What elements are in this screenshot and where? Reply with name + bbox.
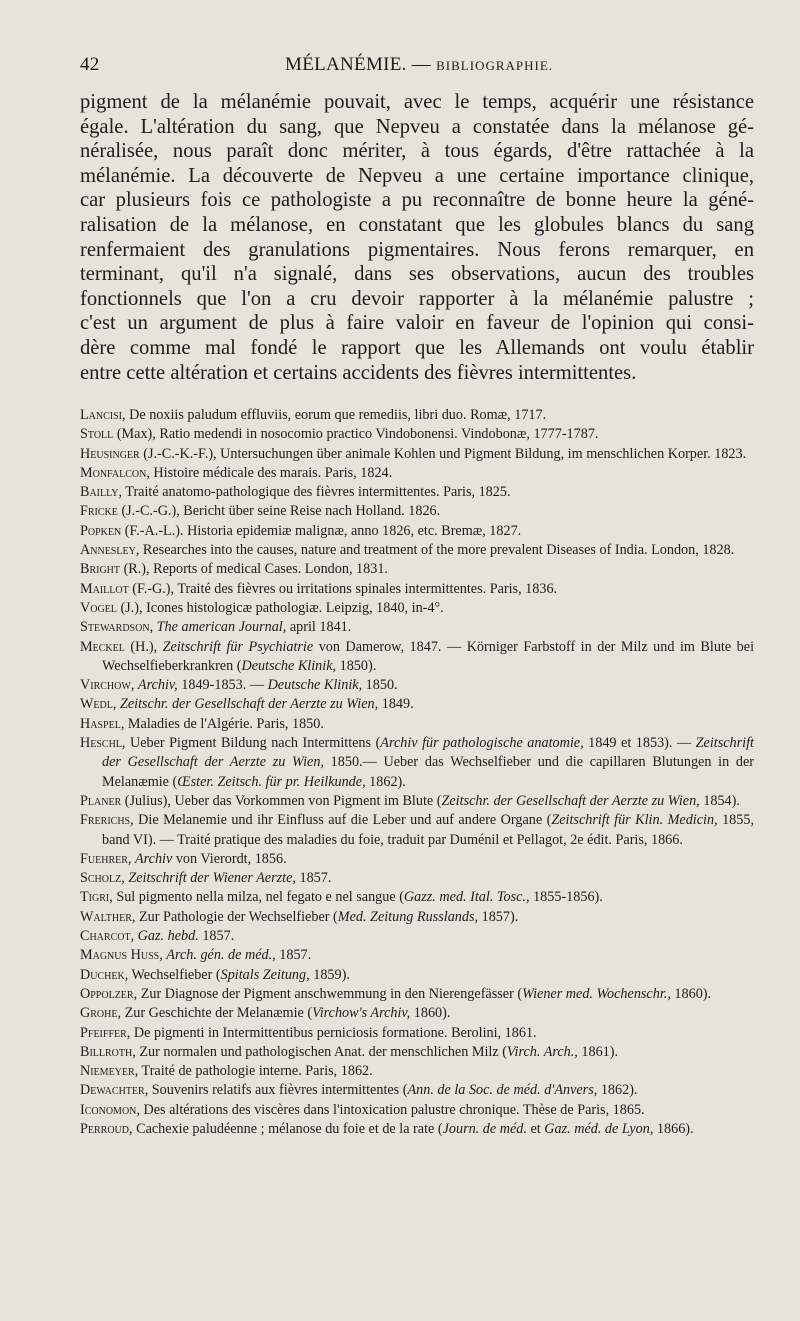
- entry-text: 1866).: [653, 1120, 694, 1137]
- bibliography-entry: [80, 445, 754, 464]
- entry-text: 1861).: [577, 1043, 619, 1060]
- header-title: MÉLANÉMIE.: [285, 54, 407, 75]
- body-line: égale. L'altération du sang, que Nepveu a constatée dans la mélanose gé-: [80, 115, 754, 138]
- entry-text: , Traité anatomo-pathologique des fièvres intermittentes. Paris, 1825.: [118, 484, 511, 501]
- entry-text: 1857).: [478, 908, 519, 925]
- work-title: Virchow's Archiv,: [312, 1005, 411, 1022]
- author-name: Monfalcon: [80, 464, 147, 481]
- body-line: pigment de la mélanémie pouvait, avec le temps, acquérir une résistance: [80, 91, 754, 113]
- bibliography-entry: [80, 676, 754, 695]
- bibliography-entry: [80, 406, 754, 425]
- work-title: Gazz. med. Ital. Tosc.,: [403, 889, 530, 906]
- entry-text: 1855, band VI). — Traité pratique des maladies du foie, traduit par Duménil et Pellagot, 2e édit. Paris, 1866.: [102, 812, 754, 848]
- entry-text: 1860).: [670, 985, 712, 1002]
- entry-text: , Zur Geschichte der Melanæmie (: [117, 1005, 313, 1022]
- author-name: Wedl: [80, 696, 113, 713]
- bibliography-entry: [80, 1024, 754, 1043]
- work-title: Zeitschr. der Gesellschaft der Aerzte zu Wien,: [441, 792, 700, 809]
- entry-text: (Max), Ratio medendi in nosocomio practico Vindobonensi. Vindobonæ, 1777-1787.: [113, 426, 599, 443]
- author-name: Virchow: [80, 677, 131, 694]
- bibliography-entry: [80, 502, 754, 521]
- header-section: BIBLIOGRAPHIE.: [436, 58, 554, 73]
- body-line: car plusieurs fois ce pathologiste a pu reconnaître de bonne heure la géné-: [80, 189, 754, 212]
- bibliography-entry: [80, 946, 754, 965]
- bibliography-entry: [80, 599, 754, 618]
- bibliography-entry: [80, 425, 754, 444]
- entry-text: , Wechselfieber (: [124, 966, 221, 983]
- entry-text: 1857.: [275, 947, 312, 964]
- entry-text: 1857.: [198, 928, 235, 945]
- bibliography-entry: [80, 811, 754, 850]
- author-name: Frerichs: [80, 812, 131, 829]
- author-name: Stewardson: [80, 619, 150, 636]
- author-name: Bright: [80, 561, 121, 578]
- work-title: Wiener med. Wochenschr.,: [522, 985, 671, 1002]
- author-name: Charcot: [80, 928, 131, 945]
- author-name: Magnus Huss: [80, 947, 160, 964]
- bibliography-entry: [80, 985, 754, 1004]
- entry-text: 1857.: [295, 870, 332, 887]
- bibliography-entry: [80, 927, 754, 946]
- entry-text: ,: [159, 947, 167, 964]
- entry-text: , Traité de pathologie interne. Paris, 1862.: [134, 1063, 373, 1080]
- author-name: Perroud: [80, 1120, 130, 1137]
- work-title: Zeitschrift für Psychiatrie: [162, 638, 314, 655]
- author-name: Meckel: [80, 638, 125, 655]
- bibliography-entry: [80, 850, 754, 869]
- body-line: terminant, qu'il n'a signalé, dans ses observations, aucun des troubles: [80, 263, 754, 286]
- entry-text: , Maladies de l'Algérie. Paris, 1850.: [120, 715, 324, 732]
- entry-text: , Zur normalen und pathologischen Anat. der menschlichen Milz (: [132, 1043, 507, 1060]
- entry-text: 1849-1853. —: [177, 677, 268, 694]
- author-name: Bailly: [80, 484, 119, 501]
- author-name: Fricke: [80, 503, 118, 520]
- bibliography-entry: [80, 1120, 754, 1139]
- bibliography-entry: [80, 580, 754, 599]
- author-name: Heusinger: [80, 445, 140, 462]
- work-title: Deutsche Klinik,: [241, 657, 337, 674]
- entry-text: von Damerow, 1847. — Körniger Farbstoff in der Milz und im Blute bei Wechselfieberkrankren (: [102, 638, 755, 674]
- work-title: Zeitschr. der Gesellschaft der Aerzte zu Wien,: [119, 696, 379, 713]
- author-name: Vogel: [80, 599, 117, 616]
- entry-text: (J.-C.-K.-F.), Untersuchungen über animale Kohlen und Pigment Bildung, im menschlichen Korper. 1823.: [139, 445, 747, 462]
- entry-text: (Julius), Ueber das Vorkommen von Pigment im Blute (: [121, 792, 442, 809]
- work-title: Deutsche Klinik,: [267, 677, 363, 694]
- entry-text: , Ueber Pigment Bildung nach Intermittens (: [121, 735, 381, 752]
- author-name: Oppolzer: [80, 985, 134, 1002]
- author-name: Scholz: [80, 870, 122, 887]
- bibliography-entry: [80, 560, 754, 579]
- entry-text: , Sul pigmento nella milza, nel fegato e nel sangue (: [109, 889, 404, 906]
- author-name: Annesley: [80, 542, 136, 559]
- work-title: Gaz. méd. de Lyon,: [544, 1120, 654, 1137]
- work-title: Archiv für pathologische anatomie,: [380, 735, 584, 752]
- work-title: Journ. de méd.: [442, 1120, 527, 1137]
- author-name: Duchek: [80, 966, 125, 983]
- bibliography-entry: [80, 715, 754, 734]
- bibliography-entry: [80, 483, 754, 502]
- bibliography-entry: [80, 618, 754, 637]
- bibliography-entry: [80, 888, 754, 907]
- work-title: Œster. Zeitsch. für pr. Heilkunde,: [177, 773, 366, 790]
- body-line: c'est un argument de plus à faire valoir en faveur de l'opinion qui consi-: [80, 312, 754, 335]
- work-title: Arch. gén. de méd.,: [166, 947, 276, 964]
- bibliography-entry: [80, 1043, 754, 1062]
- entry-text: ,: [127, 850, 135, 867]
- entry-text: , Zur Pathologie der Wechselfieber (: [131, 908, 338, 925]
- entry-text: , Cachexie paludéenne ; mélanose du foie et de la rate (: [129, 1120, 443, 1137]
- author-name: Fuehrer: [80, 850, 128, 867]
- entry-text: 1855-1856).: [529, 889, 603, 906]
- entry-text: , Zur Diagnose der Pigment anschwemmung in den Nierengefässer (: [133, 985, 523, 1002]
- author-name: Popken: [80, 522, 122, 539]
- entry-text: (F.-G.), Traité des fièvres ou irritations spinales intermittentes. Paris, 1836.: [128, 580, 558, 597]
- entry-text: , Des altérations des viscères dans l'intoxication palustre chronique. Thèse de Paris, 1865.: [136, 1101, 645, 1118]
- bibliography-entry: [80, 1062, 754, 1081]
- entry-text: (H.),: [124, 638, 163, 655]
- author-name: Walther: [80, 908, 132, 925]
- entry-text: 1862).: [597, 1082, 638, 1099]
- entry-text: (J.-C.-G.), Bericht über seine Reise nach Holland. 1826.: [117, 503, 441, 520]
- entry-text: von Vierordt, 1856.: [172, 850, 287, 867]
- work-title: Zeitschrift der Wiener Aerzte,: [128, 870, 296, 887]
- entry-text: 1862).: [365, 773, 406, 790]
- author-name: Lancisi: [80, 407, 123, 423]
- author-name: Haspel: [80, 715, 121, 732]
- work-title: Archiv,: [137, 677, 178, 694]
- entry-text: 1849.: [378, 696, 414, 713]
- entry-text: 1854).: [699, 792, 740, 809]
- bibliography-entry: [80, 638, 754, 677]
- bibliography-entry: [80, 869, 754, 888]
- entry-text: , Histoire médicale des marais. Paris, 1824.: [146, 464, 393, 481]
- author-name: Niemeyer: [80, 1063, 135, 1080]
- work-title: Zeitschrift für Klin. Medicin,: [551, 812, 718, 829]
- body-line: fonctionnels que l'on a cru devoir rapporter à la mélanémie palustre ;: [80, 287, 754, 310]
- running-header: [80, 52, 760, 82]
- entry-text: , Die Melanemie und ihr Einfluss auf die Leber und auf andere Organe (: [130, 812, 552, 829]
- body-paragraph: [80, 90, 754, 385]
- author-name: Maillot: [80, 580, 129, 597]
- bibliography-entry: [80, 792, 754, 811]
- work-title: Virch. Arch.,: [506, 1043, 578, 1060]
- body-line: renfermaient des granulations pigmentaires. Nous ferons remarquer, en: [80, 238, 754, 261]
- work-title: Gaz. hebd.: [137, 928, 199, 945]
- entry-text: , De noxiis paludum effluviis, eorum que remediis, libri duo. Romæ, 1717.: [122, 407, 547, 423]
- bibliography-entry: [80, 1101, 754, 1120]
- entry-text: 1859).: [309, 966, 350, 983]
- entry-text: , Researches into the causes, nature and treatment of the more prevalent Diseases of India. London, 1828.: [135, 542, 735, 559]
- work-title: Ann. de la Soc. de méd. d'Anvers,: [407, 1082, 598, 1099]
- entry-text: ,: [112, 696, 120, 713]
- work-title: The american Journal,: [156, 619, 287, 636]
- author-name: Tigri: [80, 889, 110, 906]
- bibliography-entry: [80, 522, 754, 541]
- author-name: Billroth: [80, 1043, 133, 1060]
- bibliography-entry: [80, 464, 754, 483]
- entry-text: 1860).: [410, 1005, 451, 1022]
- entry-text: 1850.: [362, 677, 398, 694]
- author-name: Dewachter: [80, 1082, 145, 1099]
- bibliography-entry: [80, 734, 754, 792]
- header-separator: —: [406, 54, 437, 75]
- bibliography-entry: [80, 1081, 754, 1100]
- bibliography-entry: [80, 966, 754, 985]
- entry-text: 1850.— Ueber das Wechselfieber und die capillaren Blutungen in der Melanæmie (: [102, 754, 754, 790]
- author-name: Grohe: [80, 1005, 118, 1022]
- bibliography-entry: [80, 695, 754, 714]
- running-title: [285, 54, 553, 76]
- bibliography-entry: [80, 1004, 754, 1023]
- entry-text: 1849 et 1853). —: [583, 735, 696, 752]
- work-title: Med. Zeitung Russlands,: [337, 908, 479, 925]
- author-name: Stoll: [80, 426, 114, 443]
- body-line: néralisée, nous paraît donc mériter, à tous égards, d'être rattachée à la: [80, 140, 754, 163]
- entry-text: ,: [149, 619, 157, 636]
- entry-text: (R.), Reports of medical Cases. London, 1831.: [120, 561, 388, 578]
- entry-text: et: [526, 1120, 545, 1137]
- entry-text: 1850).: [336, 657, 377, 674]
- body-line: entre cette altération et certains accidents des fièvres intermittentes.: [80, 361, 637, 384]
- work-title: Spitals Zeitung,: [220, 966, 310, 983]
- author-name: Pfeiffer: [80, 1024, 127, 1041]
- entry-text: april 1841.: [286, 619, 352, 636]
- author-name: Planer: [80, 792, 122, 809]
- bibliography-entry: [80, 908, 754, 927]
- entry-text: (J.), Icones histologicæ pathologiæ. Leipzig, 1840, in-4°.: [116, 599, 444, 616]
- work-title: Archiv: [134, 850, 173, 867]
- entry-text: ,: [130, 928, 138, 945]
- entry-text: (F.-A.-L.). Historia epidemiæ malignæ, anno 1826, etc. Bremæ, 1827.: [121, 522, 522, 539]
- entry-text: , De pigmenti in Intermittentibus perniciosis formatione. Berolini, 1861.: [126, 1024, 537, 1041]
- page-number: 42: [80, 54, 100, 75]
- entry-text: ,: [121, 870, 129, 887]
- body-line: mélanémie. La découverte de Nepveu a une certaine importance clinique,: [80, 164, 754, 187]
- entry-text: , Souvenirs relatifs aux fièvres intermittentes (: [144, 1082, 408, 1099]
- bibliography-entry: [80, 541, 754, 560]
- author-name: Heschl: [80, 735, 122, 752]
- body-line: ralisation de la mélanose, en constatant que les globules blancs du sang: [80, 213, 754, 236]
- body-line: dère comme mal fondé le rapport que les Allemands ont voulu établir: [80, 336, 754, 359]
- entry-text: ,: [130, 677, 138, 694]
- author-name: Iconomon: [80, 1101, 137, 1118]
- work-title: Zeitschrift der Gesellschaft der Aerzte zu Wien,: [102, 735, 755, 771]
- bibliography-list: [80, 406, 754, 1139]
